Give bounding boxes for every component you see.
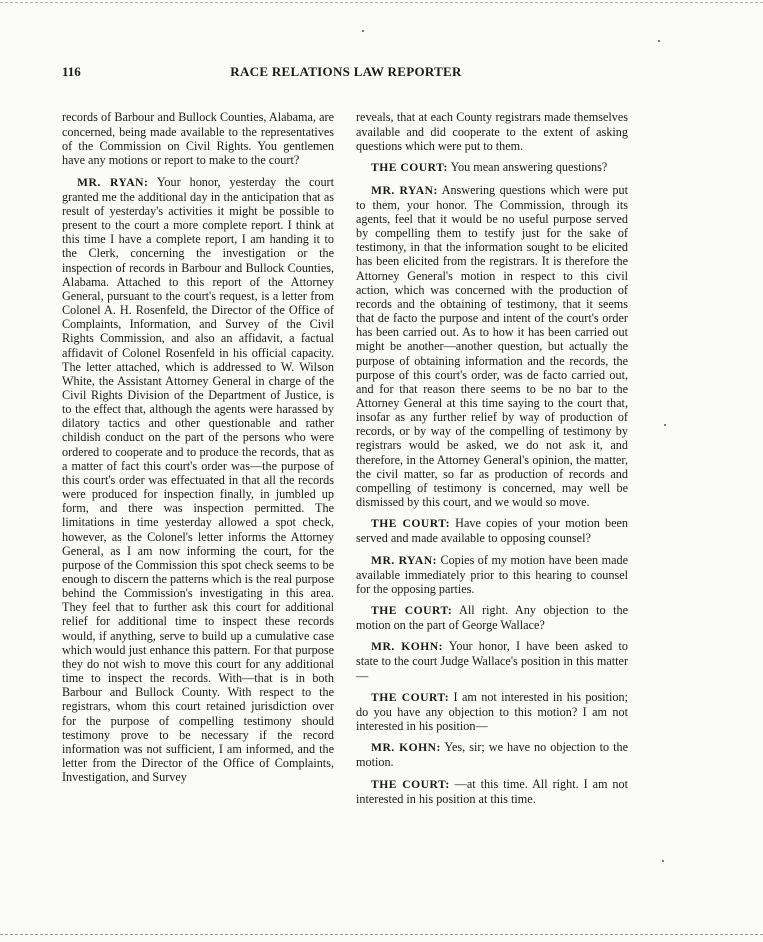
paragraph [356,110,628,153]
right-column [356,110,628,813]
paragraph-text: Answering questions which were put to them, your honor. The Commission, through its agents, feel that it would be no useful purpose served by compelling them to testify just for the sake of testimony, in that the information sought to be elicited has been elicited from the registrars. It is therefore the Attorney General's motion in respect to this civil action, which was concerned with the production of records and the obtaining of testimony, that it seems that de facto the purpose and intent of the court's order has been carried out. As to how it has been carried out might be another—another question, but actually the purpose of obtaining information and the records, the purpose of this court's order, was de facto carried out, and for that reason there seems to be no bar to the Attorney General at this time saying to the court that, insofar as any further relief by way of production of records, or by way of the compelling of testimony by registrars would be asked, we do not ask it, and therefore, in the Attorney General's opinion, the matter, the civil matter, so far as production of records and compelling of testimony is concerned, may well be dismissed by this court, and we would so move. [356,182,628,510]
paragraph [62,175,334,785]
speaker-label: THE COURT: [371,161,448,175]
page-header [62,64,630,82]
running-title: RACE RELATIONS LAW REPORTER [230,64,462,79]
paragraph [356,603,628,632]
page-bottom-edge [0,934,763,935]
paragraph [356,553,628,596]
speaker-label: MR. RYAN: [371,183,438,197]
paragraph-text: Have copies of your motion been served and made available to opposing counsel? [356,516,628,546]
paragraph [356,160,628,175]
paragraph [356,777,628,806]
speaker-label: MR. KOHN: [371,741,441,755]
paragraph [356,639,628,682]
paragraph-text: Your honor, I have been asked to state to the court Judge Wallace's position in this matter— [356,639,628,683]
paragraph-text: Your honor, yesterday the court granted me the additional day in the anticipation that as result of yesterday's activities it might be possible to present to the court a more complete report. I think at this time I have a complete report, I am handing it to the Clerk, concerning the investigation or the inspection of records in Barbour and Bullock Counties, Alabama. Attached to this report of the Attorney General, pursuant to the court's request, is a letter from Colonel A. H. Rosenfeld, the Director of the Office of Complaints, Information, and Survey of the Civil Rights Commission, and also an affidavit, a factual affidavit of Colonel Rosenfeld in his official capacity. The letter attached, which is addressed to W. Wilson White, the Assistant Attorney General in charge of the Civil Rights Division of the Department of Justice, is to the effect that, although the agents were harassed by dilatory tactics and other questionable and rather childish conduct on the part of the persons who were ordered to cooperate and to produce the records, that as a matter of fact this court's order was—the purpose of this court's order was effectuated in that all the records were produced for inspection finally, in jumbled up form, and there was inspection permitted. The limitations in time yesterday allowed a spot check, however, as the Colonel's letter informs the Attorney General, as I am now informing the court, for the purpose of the Commission this spot check seems to be enough to discern the patterns which is the real purpose behind the Commission's investigating in this area. They feel that to further ask this court for additional relief for additional time to inspect these records would, if anything, serve to build up a cumulative case which would just enhance this pattern. For that purpose they do not wish to move this court for any additional time to inspect the records. With—that is in both Barbour and Bullock County. With respect to the registrars, whom this court retained jurisdiction over for the purpose of compelling testimony should testimony prove to be necessary if the record information was not sufficient, I am informed, and the letter from the Director of the Office of Complaints, Investigation, and Survey [62,174,334,785]
speaker-label: THE COURT: [371,690,450,704]
paragraph-text: —at this time. All right. I am not interested in his position at this time. [356,776,628,806]
speaker-label: THE COURT: [371,517,450,531]
speaker-label: THE COURT: [371,777,450,791]
scan-speck [658,40,660,42]
scan-speck [662,860,664,862]
paragraph [356,516,628,545]
page-number: 116 [62,64,81,79]
page-top-edge [0,2,763,3]
scan-speck [362,30,364,32]
paragraph-text: records of Barbour and Bullock Counties, Alabama, are concerned, being made available to the representatives of the Commission on Civil Rights. You gentlemen have any motions or report to make to the court? [62,110,334,168]
paragraph-text: reveals, that at each County registrars made themselves available and did cooperate to the extent of asking questions which were put to them. [356,110,628,154]
paragraph-text: I am not interested in his position; do you have any objection to this motion? I am not interested in his position— [356,689,629,734]
speaker-label: THE COURT: [371,604,453,617]
paragraph [62,110,334,168]
paragraph-text: Yes, sir; we have no objection to the motion. [356,740,628,770]
scan-speck [664,424,666,426]
paragraph [356,740,628,769]
paragraph [356,690,628,733]
speaker-label: MR. RYAN: [371,553,437,567]
paragraph-text: All right. Any objection to the motion on the part of George Wallace? [356,603,629,633]
paragraph-text: You mean answering questions? [447,160,608,175]
speaker-label: MR. KOHN: [371,640,444,654]
paragraph [356,183,628,510]
paragraph-text: Copies of my motion have been made available immediately prior to this hearing to counsel for the opposing parties. [356,552,628,596]
speaker-label: MR. RYAN: [77,175,149,189]
left-column [62,110,334,791]
